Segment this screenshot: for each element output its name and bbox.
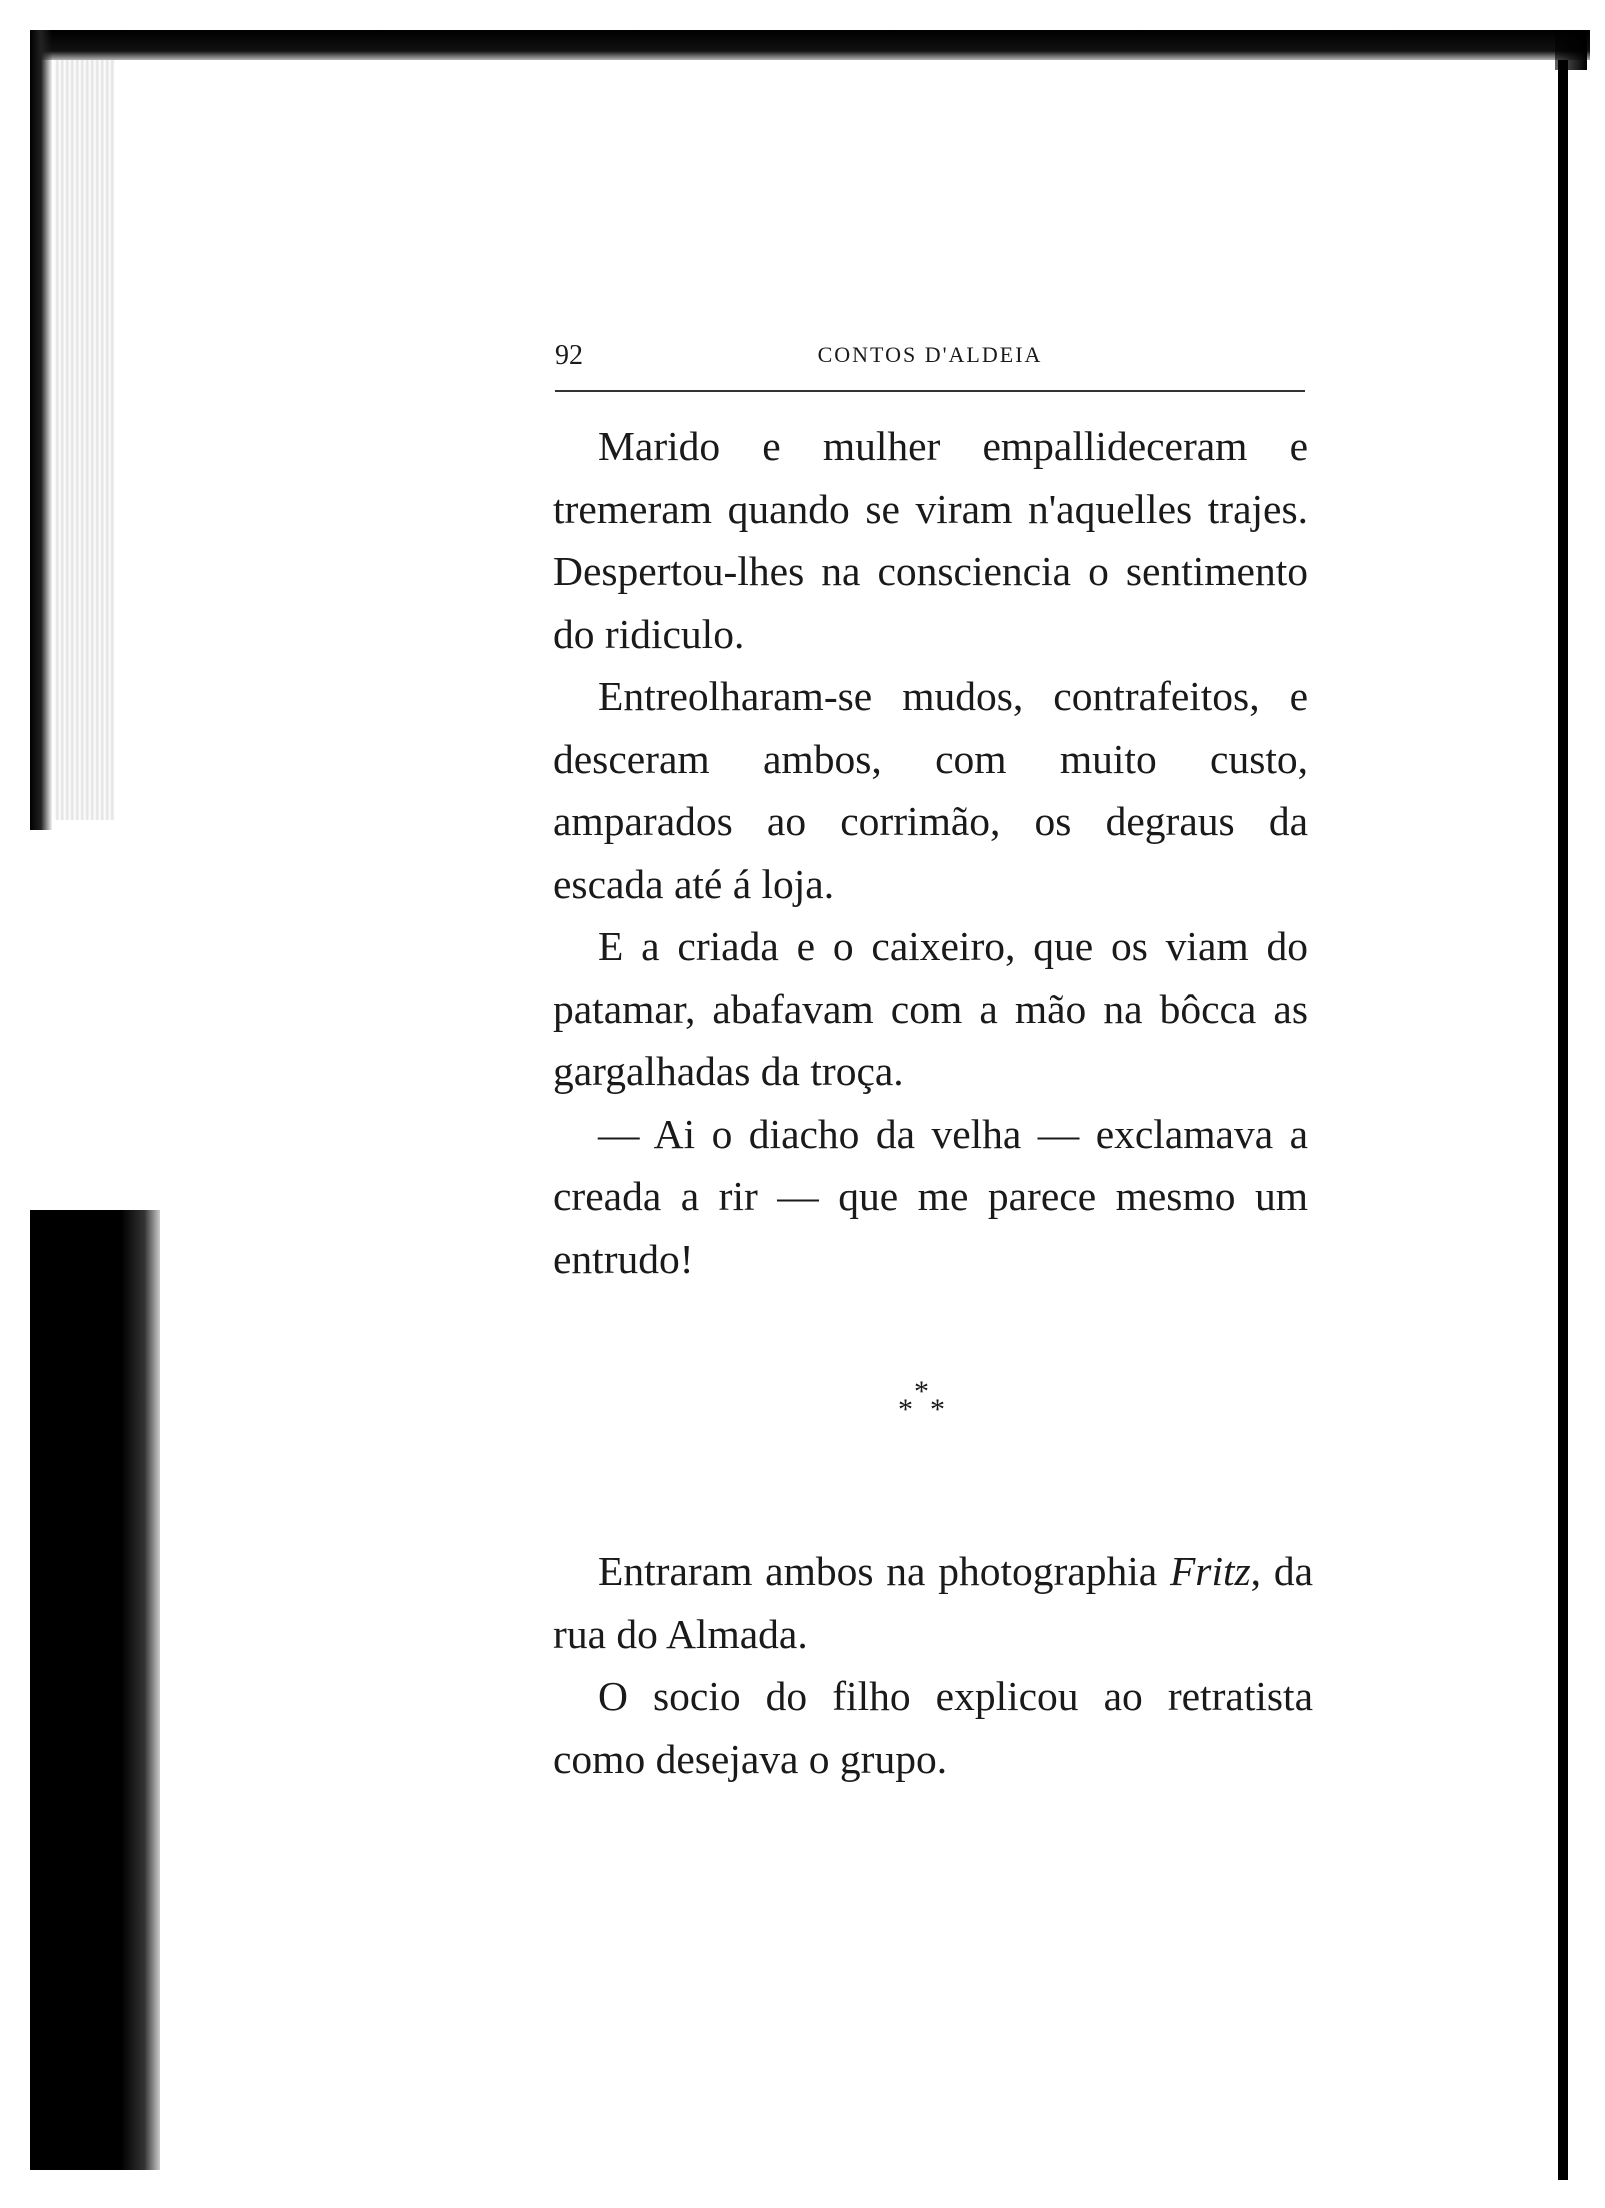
scan-shadow-left: [55, 60, 115, 820]
asterism-star: *: [930, 1393, 945, 1426]
asterism-star: *: [914, 1375, 929, 1408]
scan-border-top: [30, 30, 1590, 60]
text-block-2: [553, 1540, 1313, 1790]
paragraph: — Ai o diacho da velha — exclamava a creada a rir — que me parece mesmo um entrudo!: [553, 1110, 1308, 1282]
paragraph: Entreolharam-se mudos, contrafeitos, e desceram ambos, com muito custo, amparados ao corrimão, os degraus da escada até á loja.: [553, 673, 1308, 907]
text-block-1: [553, 415, 1308, 1290]
studio-name: Fritz: [1169, 1548, 1251, 1594]
paragraph: [553, 1540, 1313, 1665]
section-asterism: [890, 1375, 990, 1435]
scan-border-left: [30, 30, 52, 830]
page-header: [555, 330, 1305, 392]
scan-border-left-lower: [30, 1210, 160, 2170]
asterism-star: *: [898, 1393, 913, 1426]
paragraph: E a criada e o caixeiro, que os viam do patamar, abafavam com a mão na bôcca as gargalhadas da troça.: [553, 923, 1308, 1094]
page-number: 92: [555, 340, 583, 371]
paragraph: Marido e mulher empallideceram e tremeram quando se viram n'aquelles trajes. Despertou-lhes na consciencia o sentimento do ridiculo.: [553, 423, 1308, 657]
running-title: CONTOS D'ALDEIA: [817, 342, 1043, 367]
paragraph: O socio do filho explicou ao retratista como desejava o grupo.: [553, 1673, 1313, 1782]
text-run: Entraram ambos na photographia: [598, 1548, 1170, 1594]
text-run: , da rua do Almada.: [553, 1548, 1313, 1657]
scan-border-right: [1558, 60, 1568, 2180]
